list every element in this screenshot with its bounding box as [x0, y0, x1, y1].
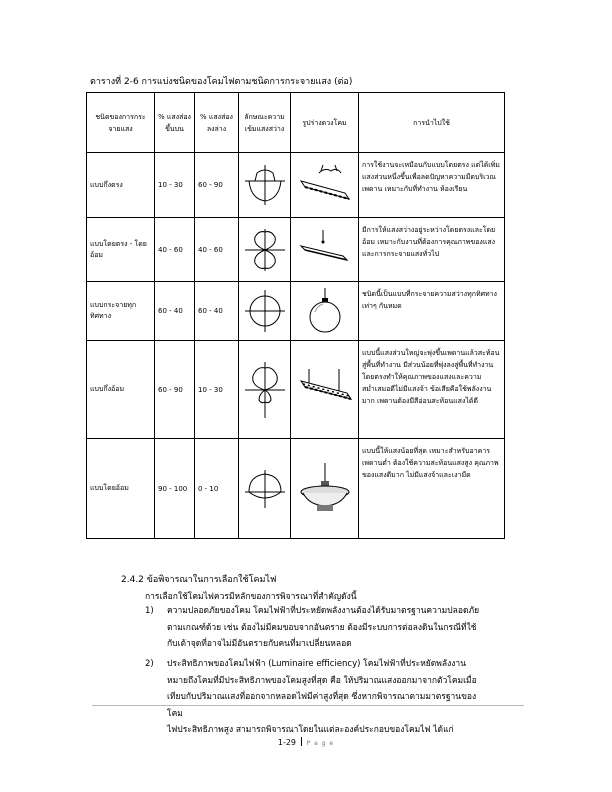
percent-up: 10 - 30 [155, 153, 195, 218]
list-item-line: หมายถึงโคมที่มีประสิทธิภาพของโคมสูงที่สุด คือ ให้ปริมาณแสงออกมาจากตัวโคมเมื่อ [167, 675, 477, 686]
footer-separator [301, 737, 303, 746]
percent-up: 60 - 40 [155, 282, 195, 341]
list-item-line: ความปลอดภัยของโคม โคมไฟฟ้าที่ประหยัดพลังงานต้องได้รับมาตรฐานความปลอดภัย [167, 606, 480, 616]
percent-down: 40 - 60 [195, 218, 239, 282]
percent-down: 0 - 10 [195, 439, 239, 539]
list-item-line: เทียบกับปริมาณแสงที่ออกจากหลอดไฟมีค่าสูงที่สุด ซึ่งหากพิจารณาตามมาตรฐานของโคม [167, 692, 477, 719]
table-row [87, 218, 505, 282]
application-text: แบบนี้ให้แสงน้อยที่สุด เหมาะสำหรับอาคารเพดานต่ำ ต้องใช้ความสะท้อนแสงสูง คุณภาพของแสงดีมาก ไม่มีแสงจ้าและเงามืด [359, 439, 505, 539]
header-percent-down: % แสงส่องลงล่าง [195, 93, 239, 153]
header-percent-up: % แสงส่องขึ้นบน [155, 93, 195, 153]
header-intensity-shape: ลักษณะความเข้มแสงสว่าง [239, 93, 291, 153]
section-heading: 2.4.2 ข้อพิจารณาในการเลือกใช้โคมไฟ [121, 575, 277, 585]
suspended-linear-lamp-icon [291, 153, 359, 218]
list-item-line: ประสิทธิภาพของโคมไฟฟ้า (Luminaire efficiency) โคมไฟฟ้าที่ประหยัดพลังงาน [167, 659, 467, 669]
semi-indirect-distribution-icon [239, 341, 291, 439]
list-item-line: ตามเกณฑ์ด้วย เช่น ต้องไม่มีคมขอบจากอันตราย ต้องมีระบบการต่อลงดินในกรณีที่ใช้ [167, 622, 477, 633]
distribution-name: แบบกระจายทุกทิศทาง [87, 282, 155, 341]
table-row [87, 282, 505, 341]
semi-direct-distribution-icon [239, 153, 291, 218]
globe-pendant-lamp-icon [291, 282, 359, 341]
application-text: มีการให้แสงสว่างอยู่ระหว่างโดยตรงและโดยอ้อม เหมาะกับงานที่ต้องการคุณภาพของแสงและการกระจายแสงทั่วไป [359, 218, 505, 282]
footer-divider [92, 705, 524, 706]
header-lamp-shape: รูปร่างดวงโคม [291, 93, 359, 153]
percent-up: 40 - 60 [155, 218, 195, 282]
section-intro: การเลือกใช้โคมไฟควรมีหลักของการพิจารณาที่สำคัญดังนี้ [145, 592, 357, 602]
page-label: P a g e [306, 740, 335, 747]
distribution-name: แบบกึ่งอ้อม [87, 341, 155, 439]
page-number: 1-29 [277, 738, 297, 747]
page-footer [0, 737, 612, 747]
header-distribution-type: ชนิดของการกระจายแสง [87, 93, 155, 153]
bowl-uplight-lamp-icon [291, 439, 359, 539]
percent-up: 60 - 90 [155, 341, 195, 439]
indirect-distribution-icon [239, 439, 291, 539]
general-diffuse-distribution-icon [239, 282, 291, 341]
table-row [87, 439, 505, 539]
suspended-uplight-lamp-icon [291, 341, 359, 439]
table-row [87, 341, 505, 439]
percent-down: 10 - 30 [195, 341, 239, 439]
lamp-distribution-table [86, 92, 505, 539]
direct-indirect-distribution-icon [239, 218, 291, 282]
list-item-number: 2) [145, 659, 154, 669]
table-caption: ตารางที่ 2-6 การแบ่งชนิดของโคมไฟตามชนิดการกระจายแสง (ต่อ) [90, 77, 353, 87]
percent-down: 60 - 40 [195, 282, 239, 341]
application-text: ชนิดนี้เป็นแบบที่กระจายความสว่างทุกทิศทางเท่าๆ กันหมด [359, 282, 505, 341]
application-text: แบบนี้แสงส่วนใหญ่จะพุ่งขึ้นเพดานแล้วสะท้อนสู่พื้นที่ทำงาน มีส่วนน้อยที่พุ่งลงสู่พื้นที่ทำงานโดยตรงทำให้คุณภาพของแสงและความสม่ำเสมอดีไม่มีแสงจ้า ข้อเสียคือใช้พลังงานมาก เพดานต้องมีสีอ่อนสะท้อนแสงได้ดี [359, 341, 505, 439]
table-row [87, 153, 505, 218]
distribution-name: แบบกึ่งตรง [87, 153, 155, 218]
list-item-line: กับเต้าจุดที่อาจไม่มีอันตรายกับคนที่มาเปลี่ยนหลอด [167, 639, 352, 649]
distribution-name: แบบโดยตรง - โดยอ้อม [87, 218, 155, 282]
percent-down: 60 - 90 [195, 153, 239, 218]
distribution-name: แบบโดยอ้อม [87, 439, 155, 539]
header-application: การนำไปใช้ [359, 93, 505, 153]
application-text: การใช้งานจะเหมือนกับแบบโดยตรง แต่ได้เพิ่มแสงส่วนหนึ่งขึ้นเพื่อลดปัญหาความมืดบริเวณเพดาน เหมาะกับที่ทำงาน ห้องเรียน [359, 153, 505, 218]
list-item-line: ไฟประสิทธิภาพสูง สามารถพิจารณาโดยในแต่ละองค์ประกอบของโคมไฟ ได้แก่ [167, 725, 454, 735]
percent-up: 90 - 100 [155, 439, 195, 539]
list-item-number: 1) [145, 606, 154, 616]
pendant-linear-lamp-icon [291, 218, 359, 282]
